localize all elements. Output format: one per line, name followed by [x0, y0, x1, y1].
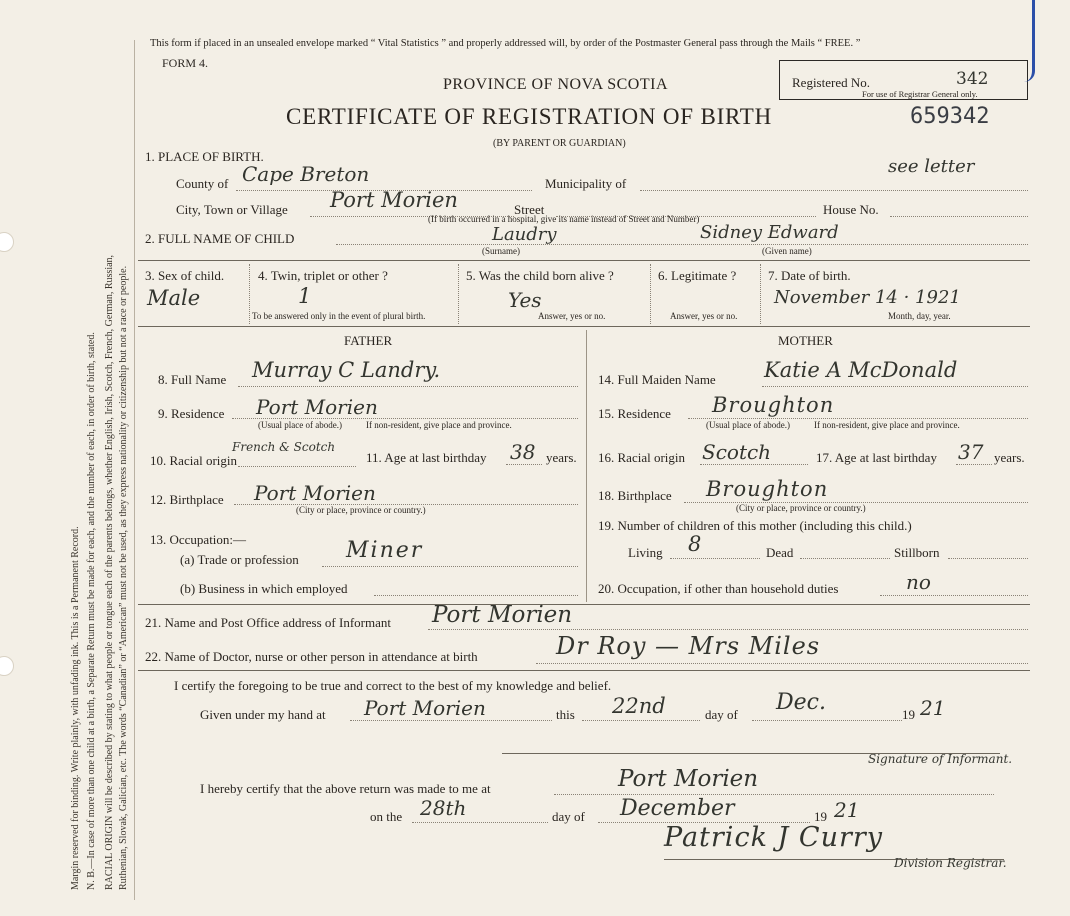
- this-label: this: [556, 707, 575, 722]
- mother-age-label: 17. Age at last birthday: [816, 450, 937, 465]
- twin-note: To be answered only in the event of plural birth.: [252, 311, 426, 321]
- mother-residence-label: 15. Residence: [598, 406, 671, 421]
- living-value: 8: [688, 532, 702, 556]
- registered-value: 342: [956, 69, 989, 89]
- mother-origin-value: Scotch: [702, 440, 772, 464]
- municipality-value: see letter: [888, 156, 975, 177]
- registrar-month-value: December: [620, 796, 735, 821]
- informant-address-value: Port Morien: [432, 602, 573, 628]
- father-residence-label: 9. Residence: [158, 406, 225, 421]
- registrar-signature: Patrick J Curry: [664, 822, 884, 853]
- binding-hole-bottom: [0, 656, 14, 676]
- informant-signature-label: Signature of Informant.: [868, 752, 1013, 766]
- hospital-note: (If birth occurred in a hospital, give its name instead of Street and Number): [428, 214, 700, 224]
- mother-abode-note: (Usual place of abode.): [706, 420, 790, 430]
- father-age-value: 38: [510, 440, 536, 464]
- mother-residence-value: Broughton: [712, 393, 835, 417]
- given-under-hand-label: Given under my hand at: [200, 707, 326, 722]
- registered-note: For use of Registrar General only.: [862, 89, 978, 99]
- municipality-label: Municipality of: [545, 176, 627, 191]
- city-label: City, Town or Village: [176, 202, 288, 217]
- house-no-label: House No.: [823, 202, 879, 217]
- mother-years-label: years.: [994, 450, 1025, 465]
- informant-day-value: 22nd: [612, 694, 666, 718]
- registrar-year-value: 21: [834, 798, 860, 822]
- division-registrar-label: Division Registrar.: [894, 856, 1007, 870]
- sex-label: 3. Sex of child.: [145, 268, 225, 283]
- father-heading: FATHER: [344, 333, 393, 348]
- mother-children-label: 19. Number of children of this mother (including this child.): [598, 518, 912, 533]
- born-alive-label: 5. Was the child born alive ?: [466, 268, 614, 283]
- father-birthplace-label: 12. Birthplace: [150, 492, 224, 507]
- place-of-birth-heading: 1. PLACE OF BIRTH.: [145, 149, 264, 164]
- margin-note-binding: Margin reserved for binding. Write plainly, with unfading ink. This is a Permanent Record.: [70, 526, 81, 890]
- binding-hole-top: [0, 232, 14, 252]
- registrar-on-the-label: on the: [370, 809, 403, 824]
- mother-birthplace-value: Broughton: [706, 477, 829, 501]
- father-abode-note: (Usual place of abode.): [258, 420, 342, 430]
- doctor-label: 22. Name of Doctor, nurse or other person in attendance at birth: [145, 649, 478, 664]
- registrar-place-value: Port Morien: [618, 766, 759, 792]
- margin-note-multiple-births: N. B.—In case of more than one child at a birth, a Separate Return must be made for each, and the number of each, in order of birth, stated.: [86, 332, 97, 890]
- mother-birthplace-label: 18. Birthplace: [598, 488, 672, 503]
- father-age-label: 11. Age at last birthday: [366, 450, 487, 465]
- registrar-year-prefix: 19: [814, 809, 827, 824]
- margin-divider: [134, 40, 135, 900]
- province-heading: PROVINCE OF NOVA SCOTIA: [443, 76, 669, 93]
- mother-age-value: 37: [958, 440, 984, 464]
- child-given-name-value: Sidney Edward: [700, 222, 839, 243]
- margin-note-racial-origin-1: RACIAL ORIGIN will be described by stating to what people or tongue each of the parents belongs, whether English, Irish, Scotch, French, German, Russian,: [104, 254, 115, 890]
- sex-value: Male: [147, 286, 201, 310]
- father-occupation-label: 13. Occupation:—: [150, 532, 247, 547]
- blue-pen-mark: [1024, 0, 1035, 82]
- street-label: Street: [514, 202, 545, 217]
- legitimate-label: 6. Legitimate ?: [658, 268, 737, 283]
- child-name-label: 2. FULL NAME OF CHILD: [145, 231, 295, 246]
- stillborn-label: Stillborn: [894, 545, 940, 560]
- registrar-day-value: 28th: [420, 796, 467, 820]
- twin-value: 1: [298, 284, 312, 308]
- informant-day-of-label: day of: [705, 707, 738, 722]
- date-of-birth-label: 7. Date of birth.: [768, 268, 851, 283]
- date-of-birth-note: Month, day, year.: [888, 311, 951, 321]
- father-origin-value: French & Scotch: [232, 440, 336, 454]
- informant-month-value: Dec.: [776, 690, 826, 715]
- given-name-note: (Given name): [762, 246, 812, 256]
- father-name-value: Murray C Landry.: [252, 358, 441, 382]
- father-business-label: (b) Business in which employed: [180, 581, 348, 596]
- father-nonresident-note: If non-resident, give place and province.: [366, 420, 512, 430]
- county-label: County of: [176, 176, 229, 191]
- form-number: FORM 4.: [162, 56, 209, 70]
- born-alive-note: Answer, yes or no.: [538, 311, 606, 321]
- father-trade-value: Miner: [346, 538, 424, 563]
- father-city-note: (City or place, province or country.): [296, 505, 426, 515]
- informant-year-value: 21: [920, 696, 946, 720]
- mother-occupation-value: no: [906, 570, 931, 594]
- mother-city-note: (City or place, province or country.): [736, 503, 866, 513]
- given-place-value: Port Morien: [364, 696, 486, 720]
- father-name-label: 8. Full Name: [158, 372, 227, 387]
- doctor-value: Dr Roy — Mrs Miles: [556, 632, 821, 660]
- margin-note-racial-origin-2: Ruthenian, Slovak, Galician, etc. The words “Canadian” or “American” must not be used, as they express nationality or citizenship but not a race or people.: [118, 265, 129, 890]
- father-trade-label: (a) Trade or profession: [180, 552, 299, 567]
- registered-label: Registered No.: [792, 75, 870, 90]
- surname-note: (Surname): [482, 246, 520, 256]
- informant-address-label: 21. Name and Post Office address of Informant: [145, 615, 391, 630]
- mother-name-value: Katie A McDonald: [764, 358, 958, 382]
- father-residence-value: Port Morien: [256, 395, 378, 419]
- informant-certify-text: I certify the foregoing to be true and correct to the best of my knowledge and belief.: [174, 678, 612, 693]
- registrar-certify-text: I hereby certify that the above return was made to me at: [200, 781, 491, 796]
- mother-nonresident-note: If non-resident, give place and province.: [814, 420, 960, 430]
- child-surname-value: Laudry: [492, 224, 557, 245]
- mother-name-label: 14. Full Maiden Name: [598, 372, 716, 387]
- twin-label: 4. Twin, triplet or other ?: [258, 268, 388, 283]
- county-value: Cape Breton: [242, 162, 370, 186]
- father-years-label: years.: [546, 450, 577, 465]
- stamped-serial-number: 659342: [910, 104, 990, 129]
- mother-heading: MOTHER: [778, 333, 833, 348]
- father-origin-label: 10. Racial origin: [150, 453, 238, 468]
- dead-label: Dead: [766, 545, 794, 560]
- city-value: Port Morien: [330, 188, 458, 212]
- registrar-day-of-label: day of: [552, 809, 585, 824]
- mother-origin-label: 16. Racial origin: [598, 450, 686, 465]
- mother-occupation-label: 20. Occupation, if other than household duties: [598, 581, 839, 596]
- legitimate-note: Answer, yes or no.: [670, 311, 738, 321]
- registered-number-box: [779, 60, 1028, 100]
- date-of-birth-value: November 14 · 1921: [774, 287, 961, 308]
- living-label: Living: [628, 545, 663, 560]
- mail-notice: This form if placed in an unsealed envelope marked “ Vital Statistics ” and properly addressed will, by order of the Postmaster General pass through the Mails “ FREE. ”: [150, 38, 861, 49]
- father-birthplace-value: Port Morien: [254, 481, 376, 505]
- certificate-title: CERTIFICATE OF REGISTRATION OF BIRTH: [286, 104, 773, 129]
- certificate-subtitle: (BY PARENT OR GUARDIAN): [493, 138, 626, 149]
- born-alive-value: Yes: [508, 288, 542, 312]
- informant-year-prefix: 19: [902, 707, 915, 722]
